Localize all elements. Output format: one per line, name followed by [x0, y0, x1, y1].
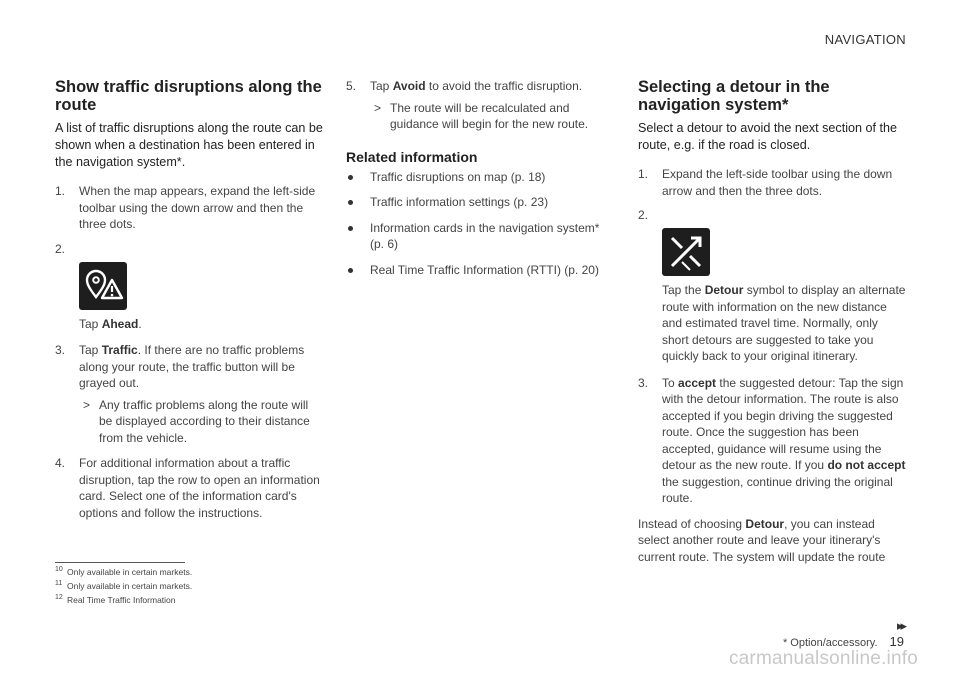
footnote-text: Only available in certain markets.	[67, 580, 193, 591]
step-number: 4.	[55, 456, 66, 470]
step-text: Expand the left-side toolbar using the down arrow and then the three dots.	[662, 167, 893, 198]
detour-paragraph	[638, 516, 906, 566]
step-prefix: To	[662, 375, 679, 390]
bullet-icon	[348, 268, 353, 273]
step-number: 3.	[55, 343, 66, 357]
link-text[interactable]: Information cards in the navigation system* (p. 6)	[370, 220, 600, 251]
para-text: , you can instead select another route and leave your itinerary's current route. The system will update the route	[638, 516, 886, 564]
step-prefix: Tap	[79, 343, 102, 357]
result-text: Any traffic problems along the route will be displayed according to their distance from the vehicle.	[99, 397, 310, 445]
footnote-text: Real Time Traffic Information	[67, 594, 176, 605]
step-text: . If there are no traffic problems along your route, the traffic button will be grayed out.	[79, 343, 305, 390]
section-header: NAVIGATION	[824, 32, 906, 47]
result-text: The route will be recalculated and guidance will begin for the new route.	[390, 100, 589, 131]
bullet-icon	[348, 200, 353, 205]
footnote	[55, 578, 192, 592]
intro-text: A list of traffic disruptions along the route can be shown when a destination has been entered in the navigation system*.	[55, 121, 323, 169]
page-number: 19	[889, 634, 904, 649]
footnote	[55, 564, 192, 578]
link-text[interactable]: Traffic information settings (p. 23)	[370, 195, 549, 209]
column-detour	[638, 78, 906, 565]
related-link[interactable]	[346, 262, 608, 279]
footnotes	[55, 564, 192, 605]
avoid-label: Avoid	[392, 79, 426, 93]
para-prefix: Instead of choosing	[638, 516, 746, 531]
location-warning-icon	[79, 262, 127, 310]
step-text: When the map appears, expand the left-side toolbar using the down arrow and then the three dots.	[79, 184, 316, 231]
step-3-result	[79, 397, 323, 447]
result-marker: >	[374, 100, 382, 115]
detour-icon	[662, 228, 710, 276]
step-number: 5.	[346, 79, 357, 93]
tap-prefix: Tap	[79, 316, 102, 331]
related-information-title: Related information	[346, 148, 478, 165]
step-text: For additional information about a traffic disruption, tap the row to open an information card. Select one of the information card's options and follow the instructions.	[79, 456, 320, 520]
intro-text: Select a detour to avoid the next section of the route, e.g. if the road is closed.	[638, 121, 898, 152]
bullet-icon	[348, 175, 353, 180]
link-text[interactable]: Real Time Traffic Information (RTTI) (p. 20)	[370, 262, 599, 277]
tap-suffix: .	[138, 316, 142, 331]
step-text: to avoid the traffic disruption.	[425, 79, 583, 93]
ahead-label: Ahead	[101, 316, 139, 331]
section-title-detour: Selecting a detour in the navigation system*	[638, 78, 830, 114]
step-5-result	[370, 100, 608, 133]
detour-label-inline: Detour	[745, 516, 785, 531]
related-link[interactable]	[346, 169, 608, 186]
step-text-end: the suggestion, continue driving the original route.	[662, 474, 893, 505]
step-2-number: 2.	[55, 241, 66, 256]
step-prefix: Tap	[370, 79, 393, 93]
step-2-number: 2.	[638, 208, 649, 222]
link-text[interactable]: Traffic disruptions on map (p. 18)	[370, 169, 546, 184]
page-footer	[783, 634, 904, 649]
section-title-traffic-disruptions: Show traffic disruptions along the route	[55, 78, 322, 114]
detour-label: Detour	[704, 283, 744, 297]
bullet-icon	[348, 226, 353, 231]
step-1	[638, 166, 906, 199]
footnote-divider	[55, 562, 185, 563]
related-link[interactable]	[346, 220, 608, 253]
related-links-list	[346, 169, 608, 279]
footnote-number: 11	[55, 579, 63, 587]
footnote-text: Only available in certain markets.	[67, 566, 193, 577]
step-2-text	[638, 282, 906, 365]
footnote-number: 12	[55, 593, 63, 601]
watermark: carmanualsonline.info	[728, 648, 918, 669]
column-continuation	[346, 78, 608, 287]
step-number: 1.	[638, 167, 649, 181]
step-number: 1.	[55, 184, 66, 198]
footnote	[55, 592, 192, 606]
traffic-label: Traffic	[101, 343, 138, 357]
step-2-text	[55, 316, 323, 333]
step-text: the suggested detour: Tap the sign with the detour information. The route is also accepted if you begin driving the suggested route. Once the suggestion has been accepted, guidance will resume using the detour as the new route. If you	[662, 375, 904, 472]
result-marker: >	[83, 397, 91, 412]
step-3	[55, 342, 323, 446]
do-not-accept-label: do not accept	[827, 458, 906, 472]
related-link[interactable]	[346, 194, 608, 211]
step-5	[346, 78, 608, 133]
step-number: 3.	[638, 375, 649, 390]
step-3	[638, 375, 906, 507]
footnote-number: 10	[55, 566, 63, 573]
column-traffic-disruptions	[55, 78, 323, 530]
option-note: * Option/accessory.	[782, 637, 878, 649]
step-4	[55, 455, 323, 521]
tap-text: symbol to display an alternate route with information on the new distance and estimated travel time. Normally, only short detours are suggested to take you quickly back to your original itinerary.	[662, 283, 906, 363]
accept-label: accept	[678, 375, 717, 390]
tap-prefix: Tap the	[662, 283, 705, 297]
step-1	[55, 183, 323, 233]
continue-arrows-icon: ▸▸	[896, 618, 904, 633]
